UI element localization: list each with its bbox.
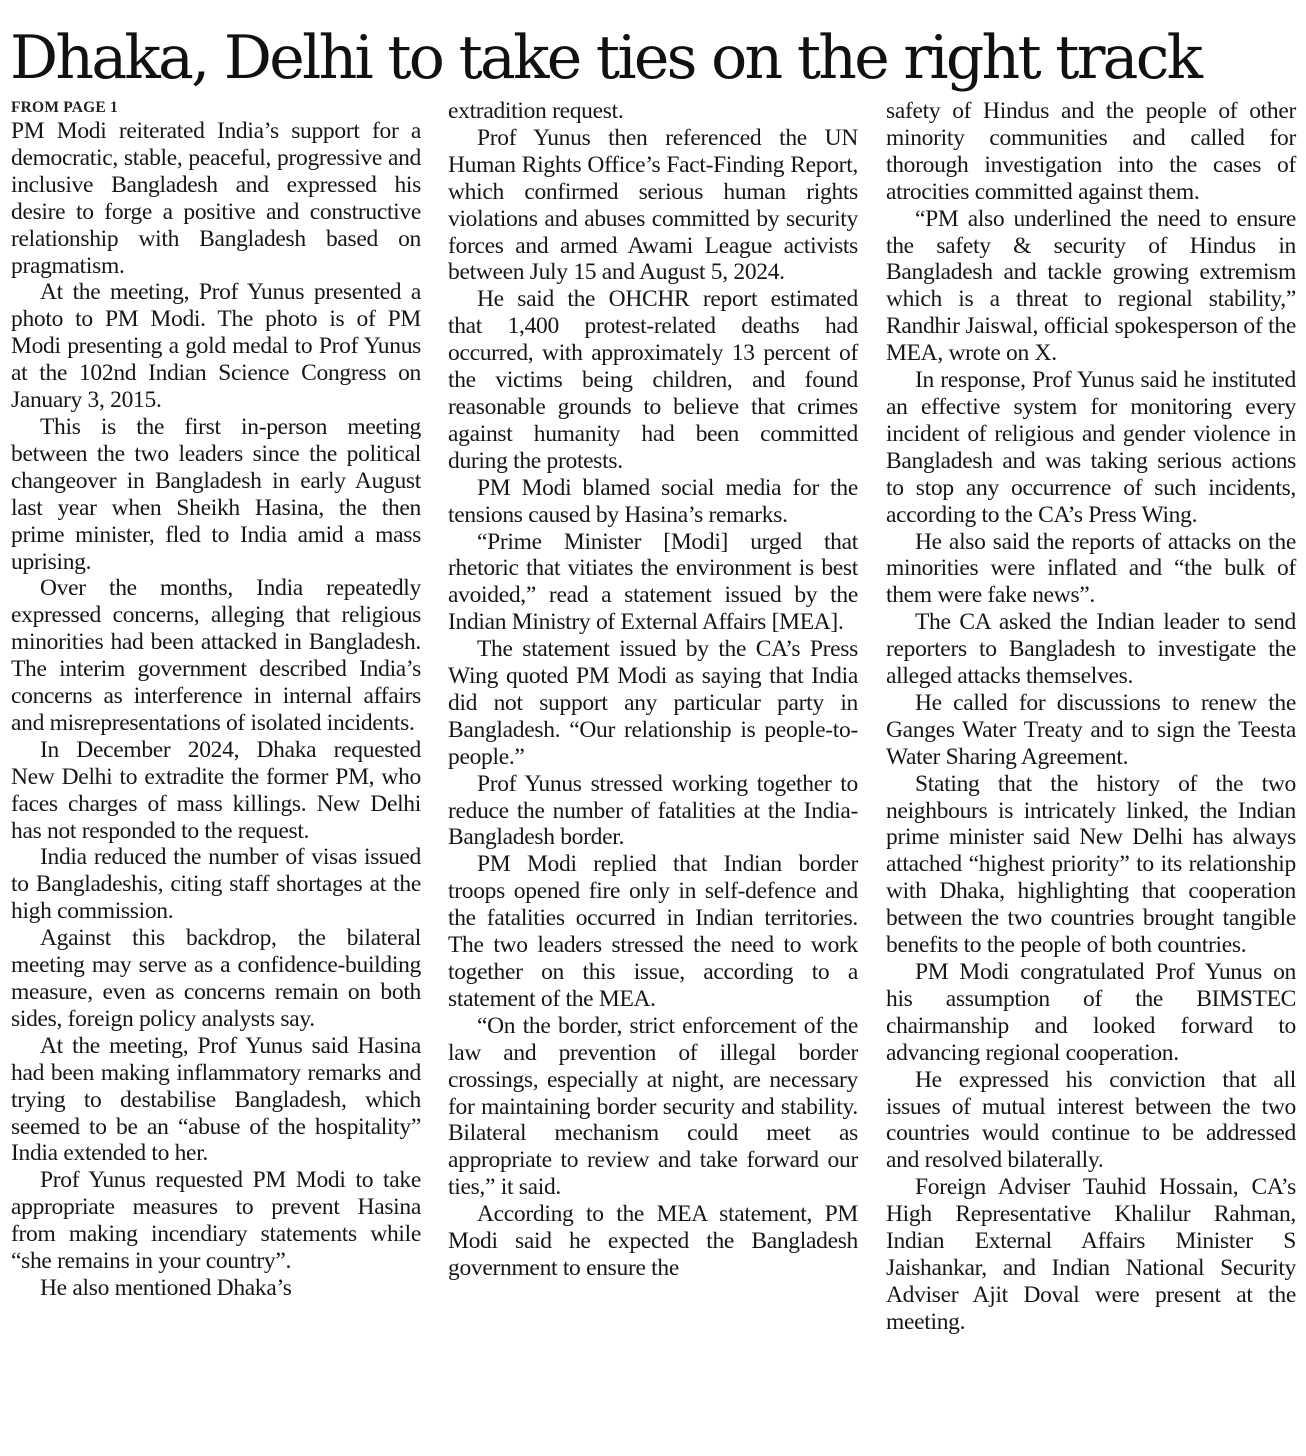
paragraph: In response, Prof Yunus said he instituted an effective system for monitoring every incident of religious and gender violence in Bangladesh and was taking serious actions to stop any occurrence of such incidents, according to the CA’s Press Wing. — [886, 367, 1296, 528]
paragraph: PM Modi reiterated India’s support for a democratic, stable, peaceful, progressive and inclusive Bangladesh and expressed his desire to forge a positive and constructive relationship with Bangladesh based on pragmatism. — [11, 118, 421, 279]
paragraph: He also said the reports of attacks on the minorities were inflated and “the bulk of them were fake news”. — [886, 528, 1296, 609]
continuation-kicker: FROM PAGE 1 — [11, 99, 118, 116]
paragraph: PM Modi blamed social media for the tensions caused by Hasina’s remarks. — [448, 474, 858, 528]
paragraph: He expressed his conviction that all issues of mutual interest between the two countries would continue to be addressed and resolved bilaterally. — [886, 1066, 1296, 1174]
paragraph: He called for discussions to renew the Ganges Water Treaty and to sign the Teesta Water Sharing Agreement. — [886, 689, 1296, 770]
paragraph: Prof Yunus then referenced the UN Human Rights Office’s Fact-Finding Report, which confirmed serious human rights violations and abuses committed by security forces and armed Awami League activists between July 15 and August 5, 2024. — [448, 124, 858, 286]
paragraph: According to the MEA statement, PM Modi said he expected the Bangladesh government to ensure the — [448, 1201, 858, 1281]
paragraph: Prof Yunus requested PM Modi to take appropriate measures to prevent Hasina from making incendiary statements while “she remains in your country”. — [11, 1167, 421, 1275]
article-column-1 — [11, 98, 421, 1302]
paragraph: PM Modi replied that Indian border troops opened fire only in self-defence and the fatalities occurred in Indian territories. The two leaders stressed the need to work together on this issue, according to a statement of the MEA. — [448, 851, 858, 1012]
article-column-2 — [448, 98, 858, 1282]
paragraph: He also mentioned Dhaka’s — [40, 1274, 292, 1301]
headline: Dhaka, Delhi to take ties on the right track — [10, 23, 1201, 93]
paragraph: Foreign Adviser Tauhid Hossain, CA’s High Representative Khalilur Rahman, Indian External Affairs Minister S Jaishankar, and Indian National Security Adviser Ajit Doval were present at the meeting. — [886, 1174, 1296, 1335]
paragraph: The CA asked the Indian leader to send reporters to Bangladesh to investigate the alleged attacks themselves. — [886, 609, 1296, 690]
paragraph: “On the border, strict enforcement of the law and prevention of illegal border crossings, especially at night, are necessary for maintaining border security and stability. Bilateral mechanism could meet as appropriate to review and take forward our ties,” it said. — [448, 1012, 858, 1201]
paragraph: The statement issued by the CA’s Press Wing quoted PM Modi as saying that India did not support any particular party in Bangladesh. “Our relationship is people-to-people.” — [448, 636, 858, 770]
paragraph: Against this backdrop, the bilateral meeting may serve as a confidence-building measure, even as concerns remain on both sides, foreign policy analysts say. — [11, 925, 421, 1032]
paragraph: At the meeting, Prof Yunus presented a photo to PM Modi. The photo is of PM Modi presenting a gold medal to Prof Yunus at the 102nd Indian Science Congress on January 3, 2015. — [11, 279, 421, 414]
paragraph: This is the first in-person meeting between the two leaders since the political changeover in Bangladesh in early August last year when Sheikh Hasina, the then prime minister, fled to India amid a mass uprising. — [11, 413, 421, 575]
paragraph: PM Modi congratulated Prof Yunus on his assumption of the BIMSTEC chairmanship and looked forward to advancing regional cooperation. — [886, 959, 1296, 1066]
paragraph: In December 2024, Dhaka requested New Delhi to extradite the former PM, who faces charges of mass killings. New Delhi has not responded to the request. — [11, 736, 421, 844]
paragraph: Stating that the history of the two neighbours is intricately linked, the Indian prime minister said New Delhi has always attached “highest priority” to its relationship with Dhaka, highlighting that cooperation between the two countries brought tangible benefits to the people of both countries. — [886, 770, 1296, 959]
paragraph: “Prime Minister [Modi] urged that rhetoric that vitiates the environment is best avoided,” read a statement issued by the Indian Ministry of External Affairs [MEA]. — [448, 528, 858, 636]
paragraph: He said the OHCHR report estimated that 1,400 protest-related deaths had occurred, with approximately 13 percent of the victims being children, and found reasonable grounds to believe that crimes against humanity had been committed during the protests. — [448, 286, 858, 474]
paragraph: Over the months, India repeatedly expressed concerns, alleging that religious minorities had been attacked in Bangladesh. The interim government described India’s concerns as interference in internal affairs and misrepresentations of isolated incidents. — [11, 575, 421, 736]
paragraph: India reduced the number of visas issued to Bangladeshis, citing staff shortages at the high commission. — [11, 844, 421, 925]
paragraph: safety of Hindus and the people of other minority communities and called for thorough investigation into the cases of atrocities committed against them. — [886, 98, 1296, 205]
paragraph: “PM also underlined the need to ensure the safety & security of Hindus in Bangladesh and tackle growing extremism which is a threat to regional stability,” Randhir Jaiswal, official spokesperson of the MEA, wrote on X. — [886, 205, 1296, 367]
paragraph: At the meeting, Prof Yunus said Hasina had been making inflammatory remarks and trying to destabilise Bangladesh, which seemed to be an “abuse of the hospitality” India extended to her. — [11, 1032, 421, 1167]
article-column-3 — [886, 98, 1296, 1336]
paragraph: Prof Yunus stressed working together to reduce the number of fatalities at the India-Bangladesh border. — [448, 770, 858, 851]
paragraph: extradition request. — [448, 98, 624, 124]
